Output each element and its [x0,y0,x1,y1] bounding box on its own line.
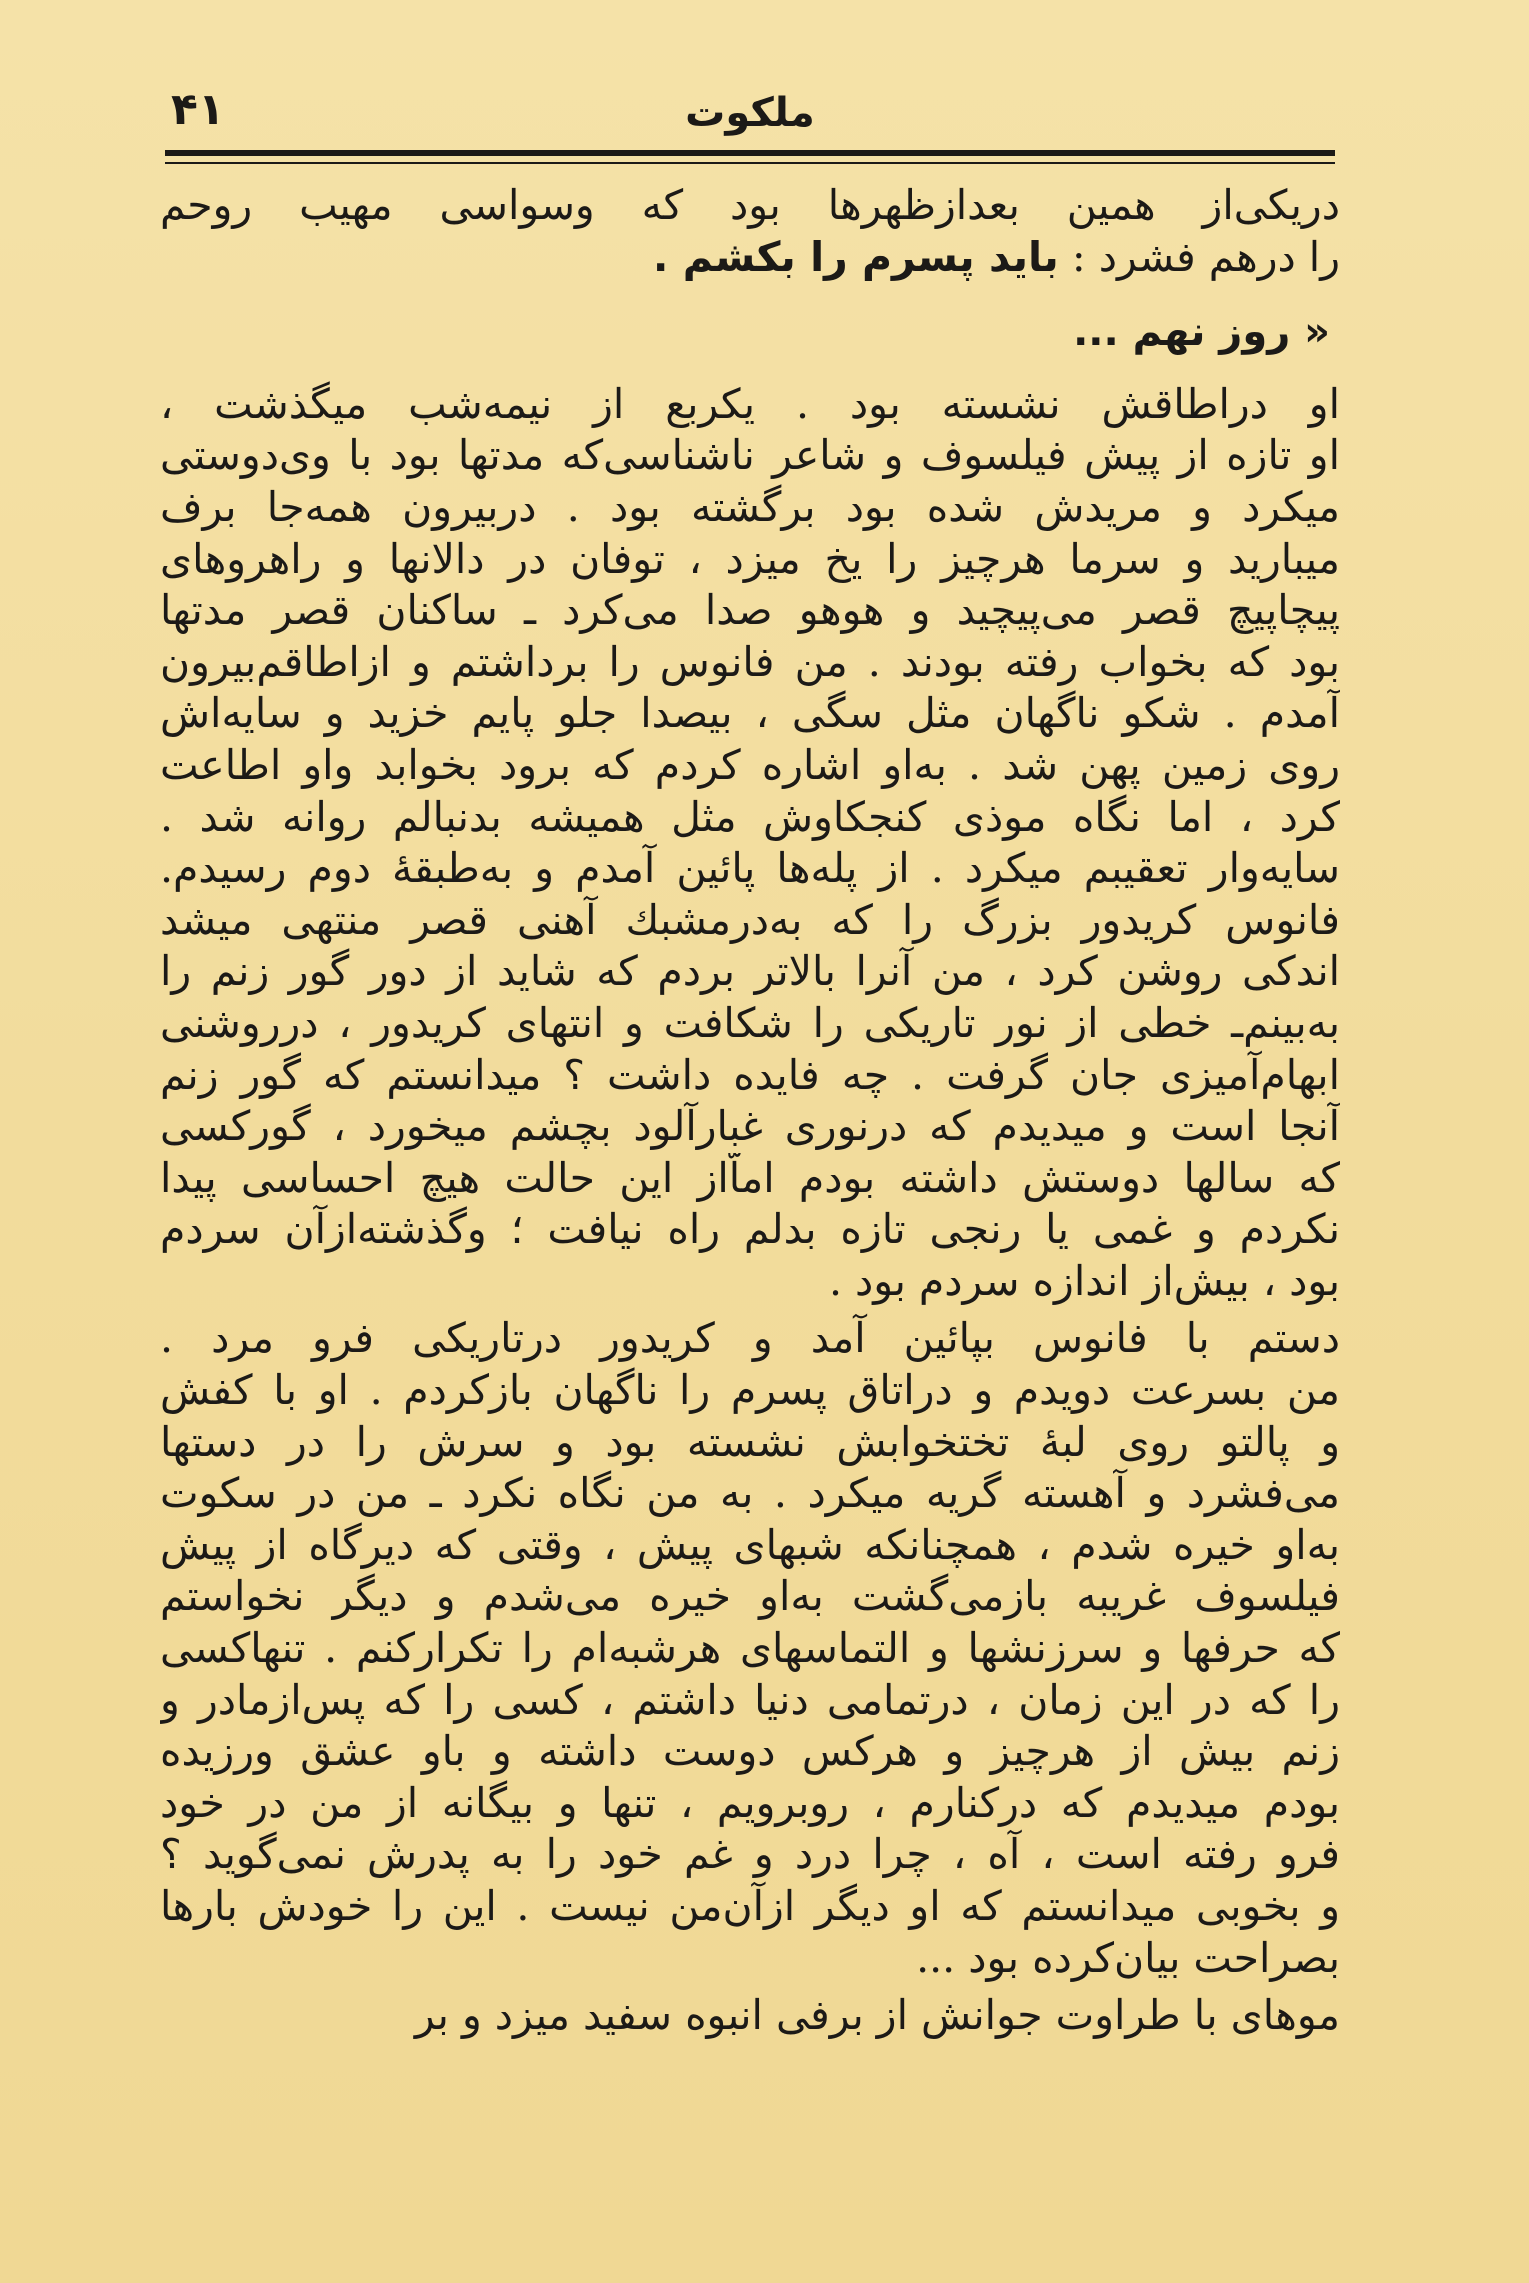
text-line: که سالها دوستش داشته بودم اماّاز این حالت هیچ احساسی پیدا [160,1153,1340,1202]
text-line: فیلسوف غریبه بازمی‌گشت به‌او خیره می‌شدم و دیگر نخواستم [160,1572,1340,1621]
text-line: می‌فشرد و آهسته گریه میکرد . به من نگاه نکرد ـ من در سکوت [160,1469,1340,1518]
text-line: را که در این زمان ، درتمامی دنیا داشتم ، کسی را که پس‌ازمادر و [160,1675,1340,1724]
header-rule-thick [165,150,1335,156]
text-line: آمدم . شکو ناگهان مثل سگی ، بیصدا جلو پایم خزید و سایه‌اش [160,689,1340,738]
intro-lead: را درهم فشرد : [1071,232,1340,281]
running-title: ملکوت [685,90,815,136]
text-line: پیچاپیچ قصر می‌پیچید و هوهو صدا می‌کرد ـ ساکنان قصر مدتها [160,586,1340,635]
text-line [160,232,1340,284]
text-line: فانوس کریدور بزرگ را که به‌درمشبك آهنی قصر منتهی میشد [160,895,1340,944]
section-heading: « روز نهم ... [1073,309,1330,356]
text-line: زنم بیش از هرچیز و هرکس دوست داشته و باو عشق ورزیده [160,1727,1340,1776]
page-number: ۴۱ [171,84,225,135]
text-line: میکرد و مریدش شده بود برگشته بود . دربیرون همه‌جا برف [160,482,1340,531]
text-line: فرو رفته است ، آه ، چرا درد و غم خود را به پدرش نمی‌گوید ؟ [160,1830,1340,1879]
text-line: و پالتو روی لبهٔ تختخوابش نشسته بود و سرش را در دستها [160,1417,1340,1466]
text-line: به‌بینم‌ـ خطی از نور تاریکی را شکافت و انتهای کریدور ، درروشنی [160,998,1340,1047]
text-line: من بسرعت دویدم و دراتاق پسرم را ناگهان بازکردم . او با کفش [160,1366,1340,1415]
intro-paragraph [160,180,1340,283]
text-line: او دراطاقش نشسته بود . یکربع از نیمه‌شب میگذشت ، [160,379,1340,428]
emphasized-sentence: باید پسرم را بکشم . [652,232,1059,281]
text-line: دریکی‌از همین بعدازظهرها بود که وسواسی مهیب روحم [160,181,1340,229]
text-line: که حرفها و سرزنشها و التماسهای هرشبه‌ام را تکرارکنم . تنهاکسی [160,1624,1340,1673]
header-rule-thin [165,162,1335,164]
page-header [165,70,1335,150]
text-line: روی زمین پهن شد . به‌او اشاره کردم که برود بخوابد واو اطاعت [160,740,1340,789]
text-line: میبارید و سرما هرچیز را یخ میزد ، توفان در دالانها و راهروهای [160,534,1340,583]
text-line: کرد ، اما نگاه موذی کنجکاوش مثل همیشه بدنبالم روانه شد . [160,792,1340,841]
text-line: سایه‌وار تعقیبم میکرد . از پله‌ها پائین آمدم و به‌طبقهٔ دوم رسیدم. [160,844,1340,893]
text-line: دستم با فانوس بپائین آمد و کریدور درتاریکی فرو مرد . [160,1314,1340,1363]
paragraph [160,379,1340,1308]
text-line: بودم میدیدم که درکنارم ، روبرویم ، تنها و بیگانه از من در خود [160,1778,1340,1827]
text-line: نکردم و غمی یا رنجی تازه بدلم راه نیافت ؛ وگذشته‌ازآن سردم [160,1205,1340,1254]
text-line: موهای با طراوت جوانش از برفی انبوه سفید میزد و بر [414,1991,1340,2040]
text-line: ابهام‌آمیزی جان گرفت . چه فایده داشت ؟ میدانستم که گور زنم [160,1050,1340,1099]
text-line: بصراحت بیان‌کرده بود ... [916,1933,1340,1982]
text-line: آنجا است و میدیدم که درنوری غبارآلود بچشم میخورد ، گورکسی [160,1102,1340,1151]
text-line: و بخوبی میدانستم که او دیگر ازآن‌من نیست . این را خودش بارها [160,1882,1340,1930]
text-line: بود که بخواب رفته بودند . من فانوس را برداشتم و ازاطاقم‌بیرون [160,637,1340,686]
text-line: به‌او خیره شدم ، همچنانکه شبهای پیش ، وقتی که دیرگاه از پیش [160,1520,1340,1569]
body-text [160,180,1340,2042]
text-line: او تازه از پیش فیلسوف و شاعر ناشناسی‌که مدتها بود با وی‌دوستی [160,431,1340,480]
paragraph [160,1313,1340,1984]
paragraph [160,1990,1340,2042]
text-line: اندکی روشن کرد ، من آنرا بالاتر بردم که شاید از دور گور زنم را [160,947,1340,996]
text-line: بود ، بیش‌از اندازه سردم بود . [828,1256,1340,1305]
